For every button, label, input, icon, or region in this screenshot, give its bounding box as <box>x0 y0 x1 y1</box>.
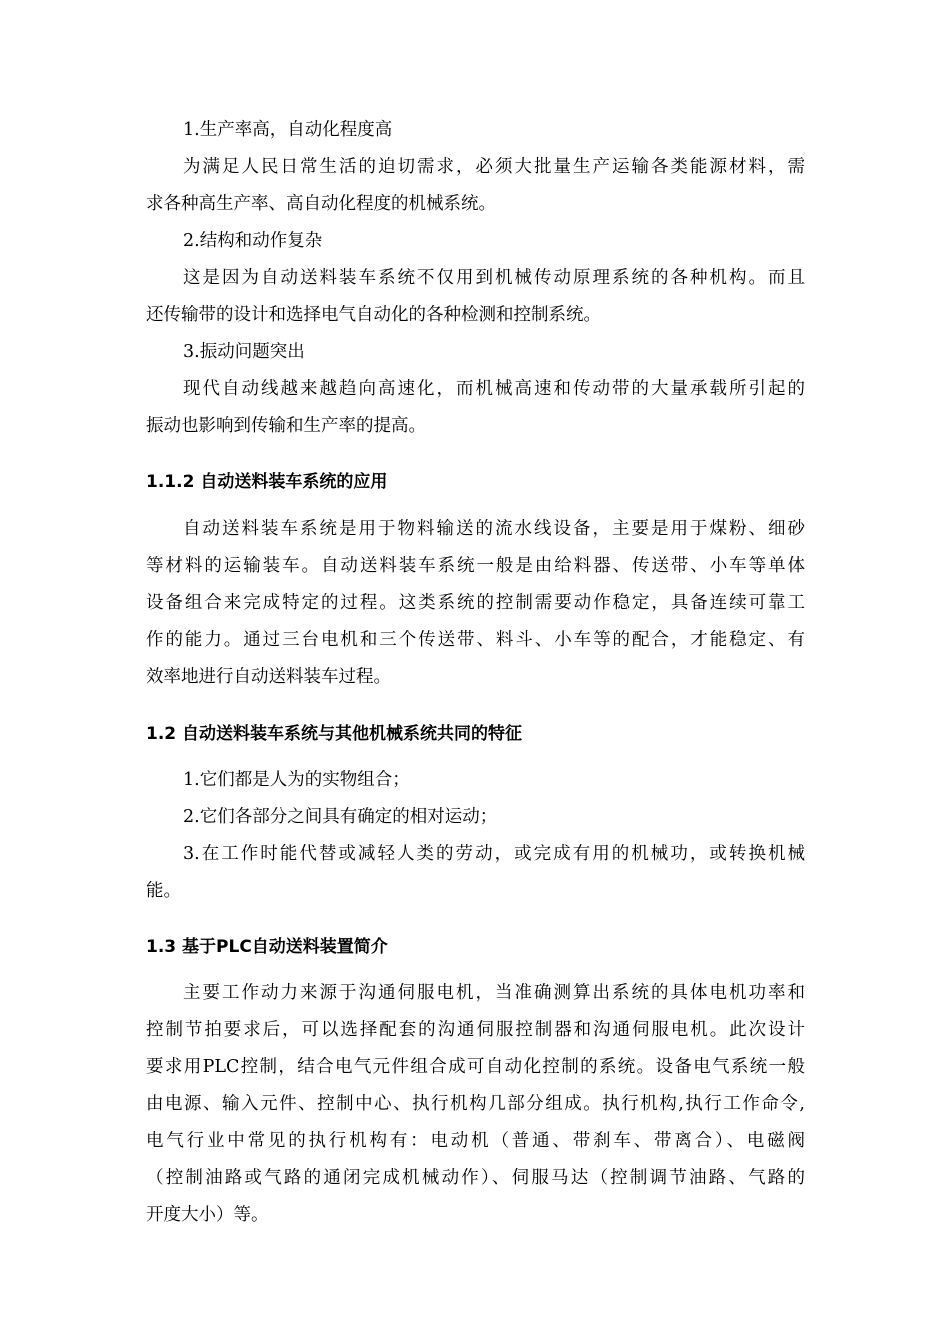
list-item: 2.它们各部分之间具有确定的相对运动； <box>183 807 498 827</box>
list-item: 1.它们都是人为的实物组合； <box>183 770 410 790</box>
paragraph-line: 为满足人民日常生活的迫切需求，必须大批量生产运输各类能源材料，需 <box>183 157 805 177</box>
paragraph-line: 设备组合来完成特定的过程。这类系统的控制需要动作稳定，具备连续可靠工 <box>146 593 805 613</box>
paragraph-line: 现代自动线越来越趋向高速化，而机械高速和传动带的大量承载所引起的 <box>183 379 805 399</box>
paragraph-line: 效率地进行自动送料装车过程。 <box>146 667 391 687</box>
paragraph-line: 等材料的运输装车。自动送料装车系统一般是由给料器、传送带、小车等单体 <box>146 556 805 576</box>
section-heading-1-2: 1.2 自动送料装车系统与其他机械系统共同的特征 <box>146 724 523 744</box>
paragraph-line: 还传输带的设计和选择电气自动化的各种检测和控制系统。 <box>146 305 601 325</box>
paragraph-line: 控制节拍要求后，可以选择配套的沟通伺服控制器和沟通伺服电机。此次设计 <box>146 1020 805 1040</box>
paragraph-line: 振动也影响到传输和生产率的提高。 <box>146 416 426 436</box>
list-item-2-title: 2.结构和动作复杂 <box>183 231 323 251</box>
paragraph-line: 这是因为自动送料装车系统不仅用到机械传动原理系统的各种机构。而且 <box>183 268 805 288</box>
paragraph-line: 自动送料装车系统是用于物料输送的流水线设备，主要是用于煤粉、细砂 <box>183 519 805 539</box>
paragraph-line: （控制油路或气路的通闭完成机械动作）、伺服马达（控制调节油路、气路的 <box>146 1168 805 1188</box>
paragraph-line: 要求用PLC控制，结合电气元件组合成可自动化控制的系统。设备电气系统一般 <box>146 1057 805 1077</box>
paragraph-line: 求各种高生产率、高自动化程度的机械系统。 <box>146 194 496 214</box>
section-heading-1-1-2: 1.1.2 自动送料装车系统的应用 <box>146 472 388 492</box>
list-item: 3.在工作时能代替或减轻人类的劳动，或完成有用的机械功，或转换机械 <box>183 844 805 864</box>
section-heading-1-3: 1.3 基于PLC自动送料装置简介 <box>146 937 388 957</box>
list-item-1-title: 1.生产率高，自动化程度高 <box>183 120 393 140</box>
list-item-3-title: 3.振动问题突出 <box>183 342 305 362</box>
paragraph-line: 作的能力。通过三台电机和三个传送带、料斗、小车等的配合，才能稳定、有 <box>146 630 805 650</box>
paragraph-line: 主要工作动力来源于沟通伺服电机，当准确测算出系统的具体电机功率和 <box>183 983 805 1003</box>
list-item-continuation: 能。 <box>146 881 181 901</box>
paragraph-line: 开度大小）等。 <box>146 1205 269 1225</box>
paragraph-line: 电气行业中常见的执行机构有：电动机（普通、带刹车、带离合）、电磁阀 <box>146 1131 805 1151</box>
paragraph-line: 由电源、输入元件、控制中心、执行机构几部分组成。执行机构,执行工作命令, <box>146 1094 805 1114</box>
